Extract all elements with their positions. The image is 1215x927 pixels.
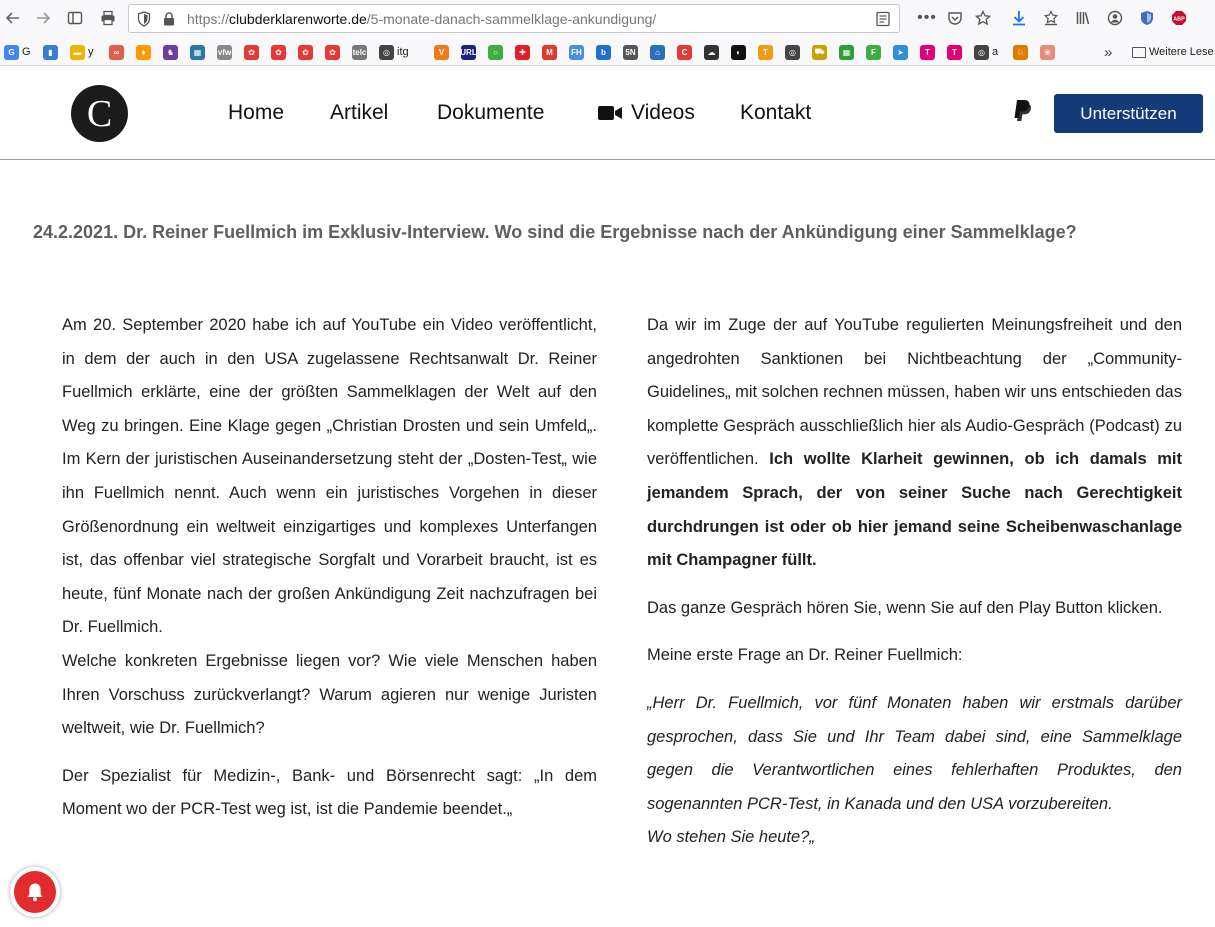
extension-button[interactable] xyxy=(1040,7,1062,29)
account-icon xyxy=(1107,10,1123,26)
article-paragraph: Der Spezialist für Medizin-, Bank- und Börsenrecht sagt: „In dem Moment wo der PCR-Test weg ist, ist die Pandemie beendet.„ xyxy=(62,766,597,819)
bookmark-favicon-icon: ▦ xyxy=(190,45,205,60)
bookmark-favicon-icon: ✿ xyxy=(298,45,313,60)
sidebar-icon xyxy=(67,10,83,26)
bookmark-item[interactable] xyxy=(379,43,409,61)
paragraph-bold-text: Ich wollte Klarheit gewinnen, ob ich damals mit jemandem Sprach, der von seiner Suche nach Gerechtigkeit durchdrungen ist oder ob hier jemand seine Scheibenwaschanlage mit Champagner füllt. xyxy=(647,450,1183,570)
support-button[interactable] xyxy=(1054,94,1203,133)
bookmark-item[interactable] xyxy=(163,43,178,61)
arrow-right-icon xyxy=(35,10,51,26)
bookmarks-overflow-button[interactable] xyxy=(1104,43,1112,61)
interview-quote: „Herr Dr. Fuellmich, vor fünf Monaten haben wir erstmals darüber gesprochen, dass Sie und Ihr Team dabei sind, eine Sammelklage gegen die Verantwortlichen eines fehlerhaften Produktes, den sogenannten PCR-Test, in Kanada und den USA vorzubereiten. xyxy=(647,693,1182,813)
download-icon xyxy=(1011,10,1027,26)
bookmark-item[interactable] xyxy=(866,43,881,61)
video-camera-icon xyxy=(598,105,622,121)
adblock-button[interactable] xyxy=(1168,7,1190,29)
svg-text:ABP: ABP xyxy=(1173,16,1185,23)
folder-icon xyxy=(1132,47,1146,58)
article-title: 24.2.2021. Dr. Reiner Fuellmich im Exklusiv-Interview. Wo sind die Ergebnisse nach der Ankündigung einer Sammelklage? xyxy=(33,222,1077,242)
bookmark-favicon-icon: ❀ xyxy=(1040,45,1055,60)
bookmark-item[interactable] xyxy=(623,43,638,61)
bookmark-item[interactable] xyxy=(569,43,584,61)
article-paragraph xyxy=(647,309,1182,578)
support-button-label: Unterstützen xyxy=(1080,103,1177,123)
bookmark-favicon-icon: URL xyxy=(461,45,476,60)
bookmark-favicon-icon: 5N xyxy=(623,45,638,60)
forward-button[interactable] xyxy=(32,7,54,29)
bookmark-favicon-icon: C xyxy=(677,45,692,60)
certificate-star-icon xyxy=(1043,10,1059,26)
bookmark-item[interactable] xyxy=(217,43,232,61)
bookmark-favicon-icon: ◎ xyxy=(785,45,800,60)
bookmark-item[interactable] xyxy=(947,43,962,61)
bookmark-item[interactable] xyxy=(325,43,340,61)
nav-kontakt-label: Kontakt xyxy=(740,101,812,124)
other-bookmarks-folder[interactable] xyxy=(1132,43,1214,61)
bookmark-favicon-icon: b xyxy=(596,45,611,60)
bookmark-item[interactable] xyxy=(920,43,935,61)
bookmark-item[interactable] xyxy=(488,43,503,61)
shield-extension-button[interactable] xyxy=(1136,7,1158,29)
bookmark-favicon-icon: ◎ xyxy=(974,45,989,60)
bookmark-favicon-icon: F xyxy=(866,45,881,60)
bookmark-favicon-icon: T xyxy=(920,45,935,60)
notification-bell-button[interactable] xyxy=(10,867,60,917)
bookmark-favicon-icon: M xyxy=(542,45,557,60)
bookmark-item[interactable] xyxy=(136,43,151,61)
bookmark-label: G xyxy=(22,46,31,58)
reader-view-icon[interactable] xyxy=(875,11,891,27)
article-column-left xyxy=(62,309,597,827)
bookmark-favicon-icon: ▦ xyxy=(839,45,854,60)
bookmark-item[interactable] xyxy=(542,43,557,61)
bookmark-favicon-icon: T xyxy=(947,45,962,60)
bookmark-favicon-icon: ♘ xyxy=(1013,45,1028,60)
bookmark-favicon-icon: ◐ xyxy=(731,45,746,60)
arrow-left-icon xyxy=(5,10,21,26)
nav-home-label: Home xyxy=(228,101,285,124)
pocket-button[interactable] xyxy=(944,7,966,29)
bell-icon xyxy=(24,881,46,903)
bookmark-label: y xyxy=(88,46,94,58)
bookmark-item[interactable] xyxy=(893,43,908,61)
article-paragraph: Meine erste Frage an Dr. Reiner Fuellmich: xyxy=(647,646,963,665)
overflow-chevron-icon: » xyxy=(1104,43,1113,61)
bookmark-item[interactable] xyxy=(596,43,611,61)
bookmark-favicon-icon: ○ xyxy=(488,45,503,60)
browser-toolbar xyxy=(0,0,1215,38)
bookmark-favicon-icon: V xyxy=(434,45,449,60)
library-button[interactable] xyxy=(1072,7,1094,29)
printer-icon xyxy=(100,10,116,26)
bookmark-item[interactable] xyxy=(785,43,800,61)
bookmark-favicon-icon: T xyxy=(758,45,773,60)
nav-videos-label: Videos xyxy=(631,101,695,124)
bookmark-item[interactable] xyxy=(298,43,313,61)
site-logo[interactable] xyxy=(71,85,128,142)
bookmark-favicon-icon: ✿ xyxy=(325,45,340,60)
bookmark-item[interactable] xyxy=(758,43,773,61)
bookmark-favicon-icon: ✿ xyxy=(244,45,259,60)
bookmark-item[interactable] xyxy=(190,43,205,61)
downloads-button[interactable] xyxy=(1008,7,1030,29)
bookmark-favicon-icon: ▮ xyxy=(43,45,58,60)
pocket-icon xyxy=(947,10,963,26)
nav-dokumente[interactable] xyxy=(437,101,544,125)
other-bookmarks-label: Weitere Lese xyxy=(1149,46,1214,58)
bookmark-item[interactable] xyxy=(704,43,719,61)
article-column-right xyxy=(647,309,1182,855)
bookmark-favicon-icon: ✚ xyxy=(515,45,530,60)
sidebar-toggle-button[interactable] xyxy=(64,7,86,29)
bookmark-favicon-icon: ∞ xyxy=(109,45,124,60)
adblock-plus-icon xyxy=(1171,10,1187,26)
article-paragraph: Das ganze Gespräch hören Sie, wenn Sie auf den Play Button klicken. xyxy=(647,598,1163,617)
interview-quote-end: Wo stehen Sie heute?„ xyxy=(647,828,815,847)
tracking-shield-icon[interactable] xyxy=(137,11,151,27)
paragraph-text: Da wir im Zuge der auf YouTube regulierten Meinungsfreiheit und den angedrohten Sanktionen bei Nichtbeachtung der „Community-Guidelines„ mit solchen rechnen müssen, haben wir uns entschieden das komplette Gespräch ausschließlich hier als Audio-Gespräch (Podcast) zu veröffentlichen. xyxy=(647,316,1182,469)
bookmark-favicon-icon: G xyxy=(4,45,19,60)
nav-artikel[interactable] xyxy=(330,101,388,125)
bookmark-item[interactable] xyxy=(43,43,58,61)
more-dots-icon: ••• xyxy=(917,9,937,26)
shield-extension-icon xyxy=(1139,10,1155,26)
bookmark-item[interactable] xyxy=(812,43,827,61)
bookmark-favicon-icon: ◎ xyxy=(379,45,394,60)
bookmark-item[interactable] xyxy=(244,43,259,61)
nav-home[interactable] xyxy=(228,101,284,125)
bell-badge xyxy=(14,871,56,913)
bookmark-favicon-icon: ♞ xyxy=(163,45,178,60)
library-icon xyxy=(1075,10,1091,26)
nav-dokumente-label: Dokumente xyxy=(437,101,545,124)
bookmark-item[interactable] xyxy=(70,43,94,61)
bookmark-item[interactable] xyxy=(109,43,124,61)
lock-icon[interactable] xyxy=(163,12,175,26)
bookmark-favicon-icon: ▬ xyxy=(70,45,85,60)
bookmark-item[interactable] xyxy=(1040,43,1055,61)
article-paragraph: Welche konkreten Ergebnisse liegen vor? Wie viele Menschen haben Ihren Vorschuss zurückverlangt? Warum agieren nur wenige Juristen weltweit, wie Dr. Fuellmich? xyxy=(62,651,597,738)
bookmark-item[interactable] xyxy=(974,43,998,61)
bookmark-favicon-icon: telc xyxy=(352,45,367,60)
bookmark-item[interactable] xyxy=(271,43,286,61)
bookmark-item[interactable] xyxy=(677,43,692,61)
back-button[interactable] xyxy=(2,7,24,29)
account-button[interactable] xyxy=(1104,7,1126,29)
url-text[interactable]: https://clubderklarenworte.de/5-monate-danach-sammelklage-ankundigung/ xyxy=(187,11,657,27)
bookmark-item[interactable] xyxy=(352,43,367,61)
bookmark-favicon-icon: ⌂ xyxy=(650,45,665,60)
logo-letter: C xyxy=(86,92,113,135)
bookmark-item[interactable] xyxy=(515,43,530,61)
bookmark-star-button[interactable] xyxy=(972,7,994,29)
nav-videos[interactable] xyxy=(598,101,695,125)
bookmark-favicon-icon: FH xyxy=(569,45,584,60)
bookmark-item[interactable] xyxy=(461,43,476,61)
page-actions-button[interactable] xyxy=(916,7,938,29)
address-bar[interactable] xyxy=(128,4,900,33)
bookmark-favicon-icon: ✿ xyxy=(271,45,286,60)
bookmark-item[interactable] xyxy=(4,43,31,61)
article-paragraph: Am 20. September 2020 habe ich auf YouTube ein Video veröffentlicht, in dem der auch in den USA zugelassene Rechtsanwalt Dr. Reiner Fuellmich erklärte, eine der größten Sammelklagen der Welt auf den Weg zu bringen. Eine Klage gegen „Christian Drosten und sein Umfeld„. Im Kern der juristischen Auseinandersetzung steht der „Dosten-Test„ wie ihn Fuellmich nennt. Auch wenn ein juristisches Vorgehen in dieser Größenordnung ein weltweit einzigartiges und komplexes Unterfangen ist, das offenbar viel strategische Sorgfalt und Vorarbeit braucht, ist es heute, fünf Monate nach der großen Ankündigung Zeit nachzufragen bei Dr. Fuellmich. xyxy=(62,316,597,637)
bookmark-label: a xyxy=(992,46,999,58)
bookmark-item[interactable] xyxy=(434,43,449,61)
bookmark-favicon-icon: ➤ xyxy=(893,45,908,60)
bookmark-item[interactable] xyxy=(731,43,746,61)
bookmark-item[interactable] xyxy=(1013,43,1028,61)
bookmark-favicon-icon: ☁ xyxy=(704,45,719,60)
paypal-icon[interactable] xyxy=(1012,99,1032,123)
bookmark-item[interactable] xyxy=(650,43,665,61)
nav-artikel-label: Artikel xyxy=(330,101,389,124)
print-button[interactable] xyxy=(97,7,119,29)
nav-kontakt[interactable] xyxy=(740,101,811,125)
bookmark-favicon-icon: ⛟ xyxy=(812,45,827,60)
bookmark-favicon-icon: vfw xyxy=(217,45,232,60)
star-icon xyxy=(975,10,991,26)
bookmark-favicon-icon: ♦ xyxy=(136,45,151,60)
bookmark-item[interactable] xyxy=(839,43,854,61)
bookmark-label: itg xyxy=(397,46,409,58)
